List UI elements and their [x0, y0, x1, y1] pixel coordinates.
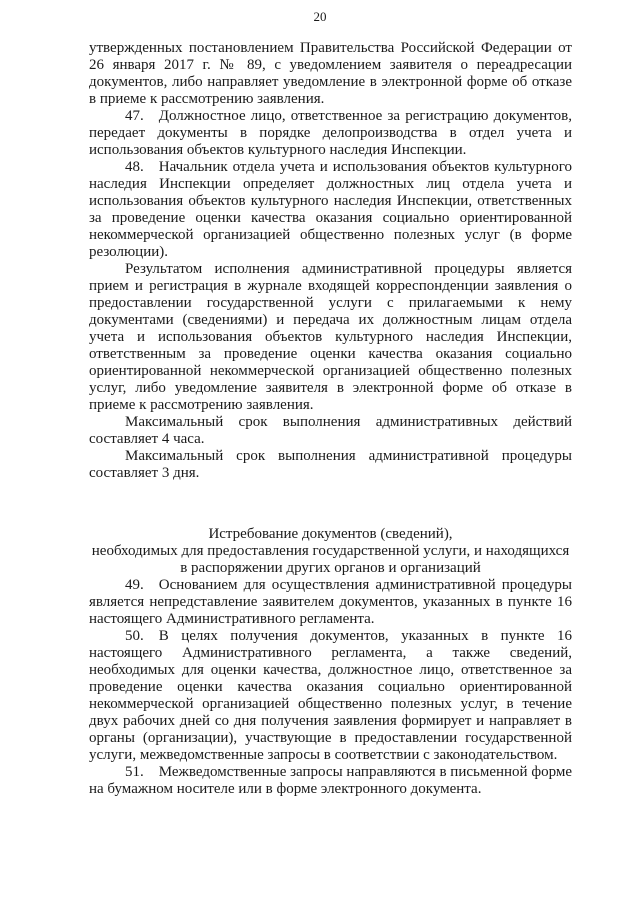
paragraph-max-time-actions: Максимальный срок выполнения административных действий составляет 4 часа. [89, 414, 572, 447]
paragraph-50: 50. В целях получения документов, указанных в пункте 16 настоящего Административного регламента, а также сведений, необходимых для оценки качества, должностное лицо, ответственное за проведение оценки качества оказания социально ориентированной некоммерческой организацией общественно полезных услуг, в течение двух рабочих дней со дня получения заявления формирует и направляет в органы (организации), участвующие в предоставлении государственной услуги, межведомственные запросы в соответствии с законодательством. [89, 628, 572, 763]
section-heading-line-2: необходимых для предоставления государственной услуги, и находящихся [91, 543, 570, 559]
section-heading-line-1: Истребование документов (сведений), [208, 526, 453, 542]
paragraph-48: 48. Начальник отдела учета и использования объектов культурного наследия Инспекции определяет должностных лиц отдела учета и использования объектов культурного наследия Инспекции, ответственных за проведение оценки качества оказания социально ориентированной некоммерческой организацией общественно полезных услуг (в форме резолюции). [89, 159, 572, 260]
paragraph-continuation: утвержденных постановлением Правительства Российской Федерации от 26 января 2017 г. № 89, с уведомлением заявителя о переадресации документов, либо направляет уведомление в электронной форме об отказе в приеме к рассмотрению заявления. [89, 40, 572, 107]
paragraph-49: 49. Основанием для осуществления административной процедуры является непредставление заявителем документов, указанных в пункте 16 настоящего Административного регламента. [89, 577, 572, 627]
paragraph-47: 47. Должностное лицо, ответственное за регистрацию документов, передает документы в порядке делопроизводства в отдел учета и использования объектов культурного наследия Инспекции. [89, 108, 572, 158]
paragraph-result: Результатом исполнения административной процедуры является прием и регистрация в журнале входящей корреспонденции заявления о предоставлении государственной услуги с прилагаемыми к нему документами (сведениями) и передача их должностным лицам отдела учета и использования объектов культурного наследия Инспекции, ответственным за проведение оценки качества оказания социально ориентированной некоммерческой организацией общественно полезных услуг, либо уведомление заявителя в электронной форме об отказе в приеме к рассмотрению заявления. [89, 261, 572, 413]
section-heading-line-3: в распоряжении других органов и организаций [180, 560, 481, 576]
paragraph-max-time-procedure: Максимальный срок выполнения административной процедуры составляет 3 дня. [89, 448, 572, 481]
document-body [89, 40, 572, 798]
section-heading [89, 526, 572, 577]
page-number: 20 [313, 9, 327, 24]
paragraph-51: 51. Межведомственные запросы направляются в письменной форме на бумажном носителе или в форме электронного документа. [89, 764, 572, 797]
